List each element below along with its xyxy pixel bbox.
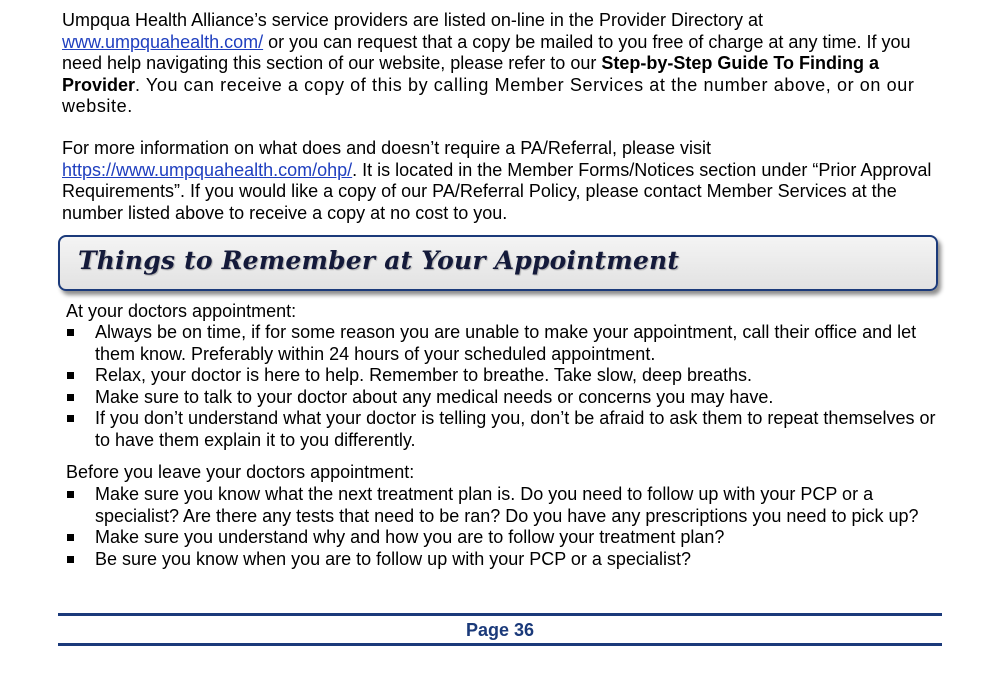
footer-rule-bottom (58, 643, 942, 646)
list-item: Relax, your doctor is here to help. Remember to breathe. Take slow, deep breaths. (66, 365, 936, 387)
section-title: Things to Remember at Your Appointment (78, 246, 680, 275)
list-item: Always be on time, if for some reason you are unable to make your appointment, call their office and let them know. Preferably within 24 hours of your scheduled appointment. (66, 322, 936, 365)
umpqua-website-link[interactable]: www.umpquahealth.com/ (62, 31, 264, 52)
page-number: Page 36 (465, 620, 535, 640)
at-appointment-list (66, 322, 936, 451)
paragraph-text: . It is located in the Member Forms/Notices section under “Prior Approval Requirements”. If you would like a copy of our PA/Referral Policy, please contact Member Services at the number listed above to receive a copy at no cost to you. (62, 159, 932, 223)
list-item: Make sure you know what the next treatment plan is. Do you need to follow up with your PCP or a specialist? Are there any tests that need to be ran? Do you have any prescriptions you need to pick up? (66, 484, 936, 527)
step-by-step-guide-title: Step-by-Step Guide To Finding a Provider (62, 53, 879, 95)
ohp-page-link[interactable]: https://www.umpquahealth.com/ohp/ (62, 159, 353, 180)
pa-referral-paragraph (62, 138, 942, 224)
before-leaving-list (66, 484, 936, 570)
paragraph-text: . You can receive a copy of this by calling Member Services at the number above, or on our website. (62, 74, 915, 116)
paragraph-text: or you can request that a copy be mailed to you free of charge at any time. If you need help navigating this section of our website, please refer to our (62, 31, 911, 73)
footer-rule-top (58, 613, 942, 616)
before-leaving-intro: Before you leave your doctors appointment: (66, 462, 415, 482)
list-item: Make sure you understand why and how you are to follow your treatment plan? (66, 527, 936, 549)
at-appointment-intro: At your doctors appointment: (66, 301, 297, 321)
section-header-banner (58, 235, 938, 291)
paragraph-text: Umpqua Health Alliance’s service providers are listed on-line in the Provider Directory at (62, 10, 763, 30)
list-item: If you don’t understand what your doctor is telling you, don’t be afraid to ask them to repeat themselves or to have them explain it to you differently. (66, 408, 936, 451)
list-item: Make sure to talk to your doctor about any medical needs or concerns you may have. (66, 387, 936, 409)
paragraph-text: For more information on what does and doesn’t require a PA/Referral, please visit (62, 138, 711, 158)
provider-directory-paragraph (62, 10, 942, 118)
list-item: Be sure you know when you are to follow up with your PCP or a specialist? (66, 549, 936, 571)
